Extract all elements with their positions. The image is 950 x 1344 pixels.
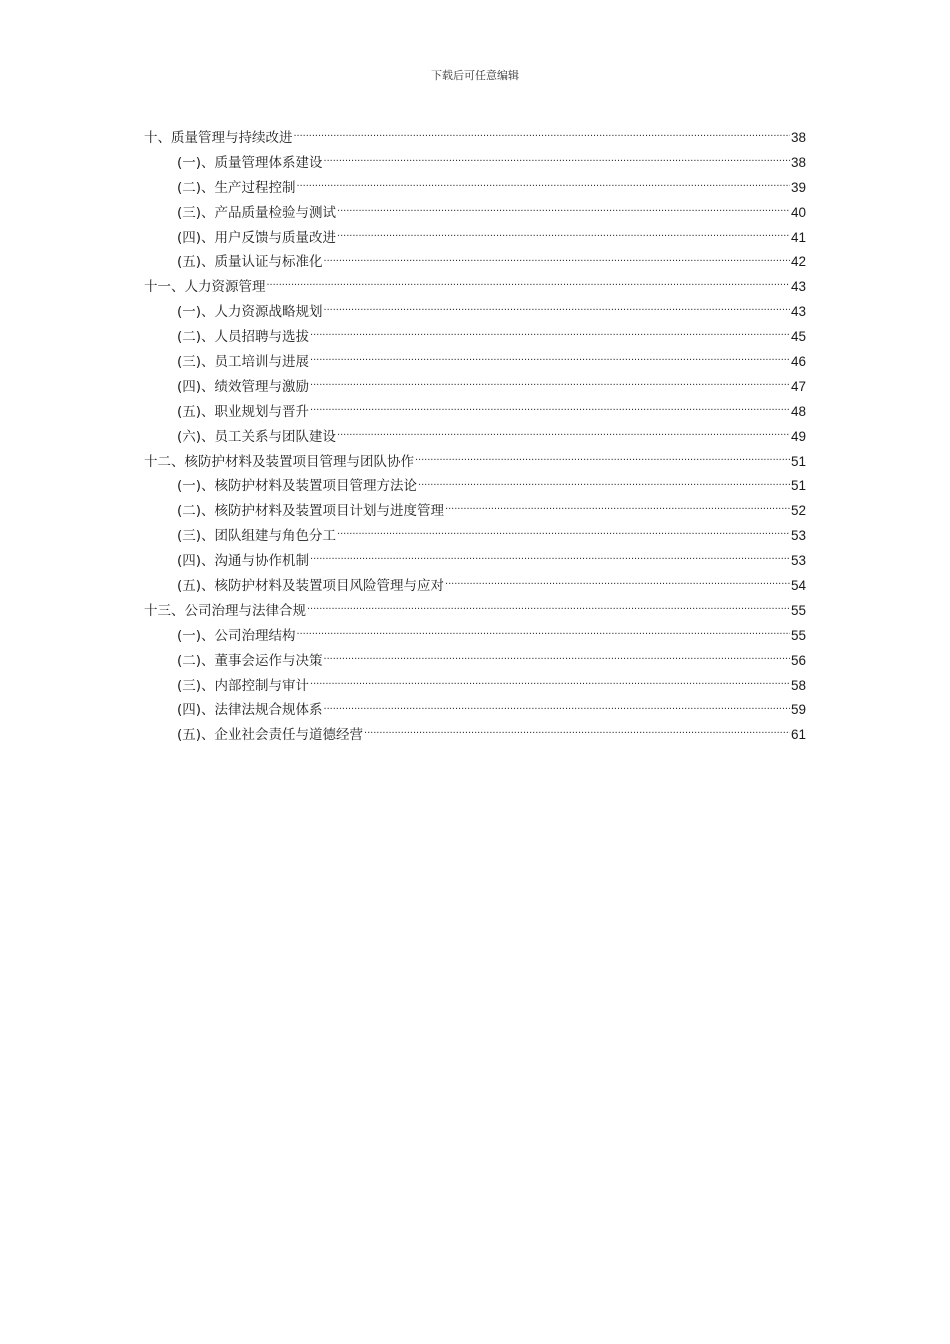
toc-section-entry[interactable]: [144, 499, 806, 524]
toc-section-entry[interactable]: [144, 350, 806, 375]
toc-dot-leader: [337, 527, 790, 541]
toc-page-number: 38: [790, 154, 806, 170]
toc-chapter-entry[interactable]: [144, 126, 806, 151]
toc-entry-title: (二)、核防护材料及装置项目计划与进度管理: [177, 503, 445, 520]
toc-chapter-entry[interactable]: [144, 450, 806, 475]
toc-page-number: 51: [790, 453, 806, 469]
toc-entry-title: (一)、人力资源战略规划: [177, 304, 323, 321]
toc-page-number: 56: [790, 652, 806, 668]
toc-page-number: 40: [790, 204, 806, 220]
toc-dot-leader: [267, 278, 790, 292]
toc-page-number: 58: [790, 677, 806, 693]
toc-section-entry[interactable]: [144, 300, 806, 325]
toc-entry-title: (三)、内部控制与审计: [177, 677, 310, 694]
toc-dot-leader: [324, 701, 790, 715]
toc-dot-leader: [324, 303, 790, 317]
toc-page-number: 53: [790, 528, 806, 544]
toc-dot-leader: [310, 676, 790, 690]
toc-section-entry[interactable]: [144, 151, 806, 176]
toc-dot-leader: [297, 626, 790, 640]
toc-entry-title: 十、质量管理与持续改进: [144, 130, 293, 146]
toc-page-number: 61: [790, 727, 806, 743]
toc-dot-leader: [310, 377, 790, 391]
toc-entry-title: (四)、用户反馈与质量改进: [177, 229, 337, 246]
toc-dot-leader: [364, 726, 790, 740]
toc-dot-leader: [310, 328, 790, 342]
toc-page-number: 49: [790, 428, 806, 444]
toc-section-entry[interactable]: [144, 176, 806, 201]
toc-page-number: 41: [790, 229, 806, 245]
page-header: 下载后可任意编辑: [431, 69, 519, 82]
toc-entry-title: (三)、员工培训与进展: [177, 354, 310, 371]
toc-section-entry[interactable]: [144, 375, 806, 400]
toc-page-number: 59: [790, 702, 806, 718]
toc-section-entry[interactable]: [144, 723, 806, 748]
toc-section-entry[interactable]: [144, 574, 806, 599]
toc-page-number: 43: [790, 279, 806, 295]
toc-dot-leader: [415, 452, 790, 466]
toc-entry-title: (一)、质量管理体系建设: [177, 154, 323, 171]
toc-chapter-entry[interactable]: [144, 275, 806, 300]
toc-chapter-entry[interactable]: [144, 599, 806, 624]
toc-section-entry[interactable]: [144, 474, 806, 499]
toc-section-entry[interactable]: [144, 201, 806, 226]
toc-page-number: 39: [790, 179, 806, 195]
toc-section-entry[interactable]: [144, 325, 806, 350]
toc-entry-title: (四)、绩效管理与激励: [177, 378, 310, 395]
toc-entry-title: (二)、生产过程控制: [177, 179, 296, 196]
toc-entry-title: 十一、人力资源管理: [144, 279, 266, 296]
toc-page-number: 45: [790, 329, 806, 345]
toc-dot-leader: [294, 129, 790, 143]
toc-dot-leader: [310, 552, 790, 566]
toc-page-number: 54: [790, 578, 806, 594]
toc-entry-title: (六)、员工关系与团队建设: [177, 428, 337, 445]
toc-page-number: 38: [790, 130, 806, 145]
toc-page-number: 55: [790, 602, 806, 618]
toc-entry-title: (五)、核防护材料及装置项目风险管理与应对: [177, 578, 445, 595]
toc-section-entry[interactable]: [144, 549, 806, 574]
toc-page-number: 46: [790, 354, 806, 370]
toc-entry-title: (四)、沟通与协作机制: [177, 553, 310, 570]
toc-page-number: 55: [790, 627, 806, 643]
toc-entry-title: (五)、质量认证与标准化: [177, 254, 323, 271]
toc-dot-leader: [324, 153, 790, 167]
toc-entry-title: (一)、核防护材料及装置项目管理方法论: [177, 478, 418, 495]
toc-entry-title: (五)、企业社会责任与道德经营: [177, 727, 364, 744]
toc-section-entry[interactable]: [144, 250, 806, 275]
toc-entry-title: (四)、法律法规合规体系: [177, 702, 323, 719]
toc-section-entry[interactable]: [144, 698, 806, 723]
toc-page-number: 48: [790, 403, 806, 419]
toc-section-entry[interactable]: [144, 624, 806, 649]
toc-dot-leader: [307, 601, 790, 615]
toc-section-entry[interactable]: [144, 425, 806, 450]
toc-dot-leader: [324, 253, 790, 267]
toc-entry-title: (三)、产品质量检验与测试: [177, 204, 337, 221]
toc-dot-leader: [445, 502, 790, 516]
toc-section-entry[interactable]: [144, 674, 806, 699]
toc-entry-title: (二)、人员招聘与选拔: [177, 329, 310, 346]
toc-entry-title: (三)、团队组建与角色分工: [177, 528, 337, 545]
toc-dot-leader: [445, 577, 790, 591]
toc-section-entry[interactable]: [144, 649, 806, 674]
toc-page-number: 51: [790, 478, 806, 494]
toc-section-entry[interactable]: [144, 524, 806, 549]
toc-page-number: 43: [790, 304, 806, 320]
toc-entry-title: 十二、核防护材料及装置项目管理与团队协作: [144, 453, 414, 470]
toc-page-number: 42: [790, 254, 806, 270]
toc-section-entry[interactable]: [144, 226, 806, 251]
toc-page-number: 52: [790, 503, 806, 519]
table-of-contents: [144, 126, 806, 748]
toc-entry-title: (二)、董事会运作与决策: [177, 652, 323, 669]
toc-entry-title: 十三、公司治理与法律合规: [144, 602, 306, 619]
toc-dot-leader: [337, 427, 790, 441]
toc-page-number: 53: [790, 553, 806, 569]
toc-dot-leader: [418, 477, 790, 491]
toc-dot-leader: [297, 178, 790, 192]
toc-dot-leader: [337, 203, 790, 217]
toc-dot-leader: [310, 353, 790, 367]
toc-dot-leader: [337, 228, 790, 242]
toc-page-number: 47: [790, 378, 806, 394]
toc-section-entry[interactable]: [144, 400, 806, 425]
toc-entry-title: (五)、职业规划与晋升: [177, 403, 310, 420]
toc-dot-leader: [310, 402, 790, 416]
toc-dot-leader: [324, 651, 790, 665]
toc-entry-title: (一)、公司治理结构: [177, 627, 296, 644]
